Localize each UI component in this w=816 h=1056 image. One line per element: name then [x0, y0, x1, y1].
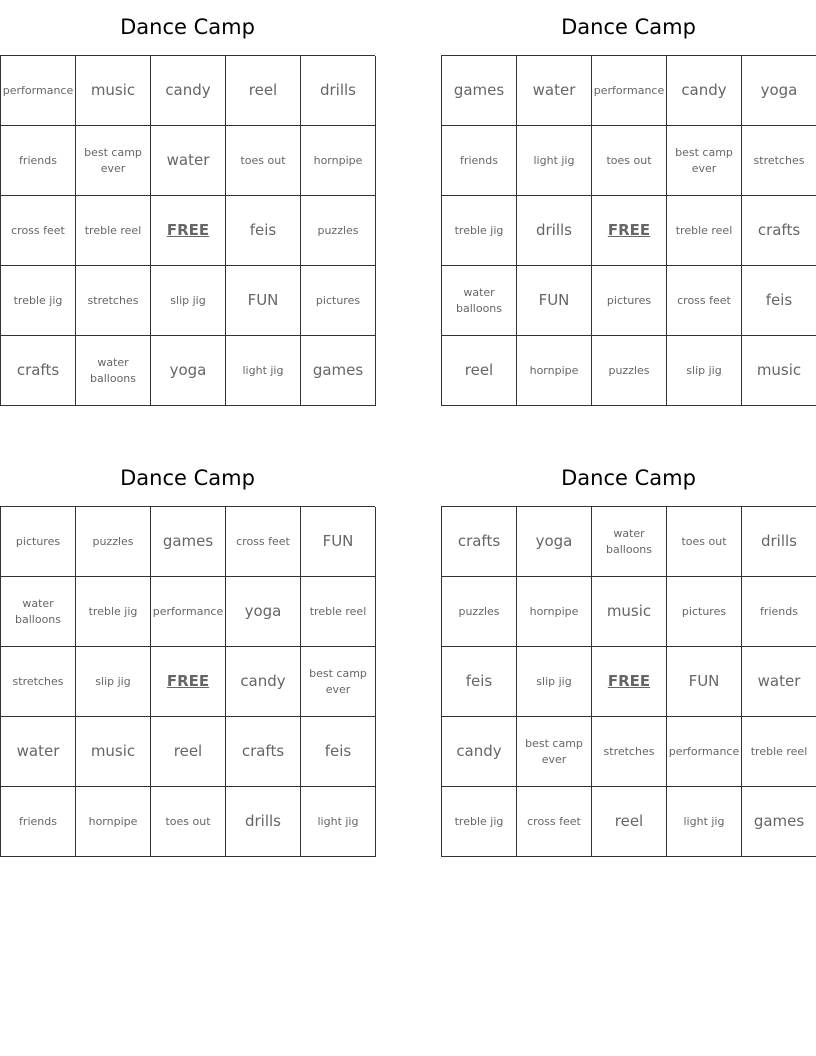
bingo-cell: cross feet: [667, 266, 742, 336]
bingo-cell: games: [301, 336, 376, 406]
bingo-cell: slip jig: [76, 647, 151, 717]
bingo-cell: toes out: [592, 126, 667, 196]
bingo-cell: water: [517, 56, 592, 126]
bingo-cell: performance: [151, 577, 226, 647]
bingo-cell: feis: [226, 196, 301, 266]
bingo-cell: drills: [301, 56, 376, 126]
bingo-cell: cross feet: [226, 507, 301, 577]
bingo-cell: FUN: [517, 266, 592, 336]
bingo-card-1: [0, 0, 375, 406]
bingo-cell: yoga: [517, 507, 592, 577]
bingo-grid: [0, 55, 375, 406]
bingo-grid: [0, 506, 375, 857]
bingo-cell: pictures: [667, 577, 742, 647]
bingo-cell: FUN: [301, 507, 376, 577]
bingo-cell: slip jig: [151, 266, 226, 336]
bingo-cell: puzzles: [442, 577, 517, 647]
card-title: Dance Camp: [120, 466, 255, 490]
bingo-cell: treble reel: [301, 577, 376, 647]
bingo-cell: water balloons: [592, 507, 667, 577]
bingo-cell: drills: [226, 787, 301, 857]
bingo-cell: cross feet: [517, 787, 592, 857]
free-space: FREE: [151, 647, 226, 717]
bingo-cell: hornpipe: [517, 336, 592, 406]
bingo-cell: friends: [442, 126, 517, 196]
bingo-cell: yoga: [742, 56, 816, 126]
bingo-cell: friends: [1, 787, 76, 857]
bingo-card-4: [441, 451, 816, 857]
bingo-cell: treble jig: [442, 196, 517, 266]
bingo-cell: treble jig: [1, 266, 76, 336]
bingo-cell: music: [592, 577, 667, 647]
free-space: FREE: [592, 196, 667, 266]
bingo-cell: water: [742, 647, 816, 717]
bingo-cell: treble reel: [742, 717, 816, 787]
bingo-cell: cross feet: [1, 196, 76, 266]
bingo-cell: candy: [226, 647, 301, 717]
bingo-cell: crafts: [226, 717, 301, 787]
bingo-cell: friends: [1, 126, 76, 196]
bingo-cell: water: [151, 126, 226, 196]
bingo-cell: reel: [226, 56, 301, 126]
bingo-cell: yoga: [151, 336, 226, 406]
card-title: Dance Camp: [561, 466, 696, 490]
bingo-cell: performance: [592, 56, 667, 126]
bingo-cell: toes out: [667, 507, 742, 577]
bingo-cell: crafts: [442, 507, 517, 577]
bingo-cell: music: [76, 56, 151, 126]
bingo-cell: feis: [442, 647, 517, 717]
bingo-cell: performance: [667, 717, 742, 787]
bingo-cell: treble jig: [76, 577, 151, 647]
bingo-card-3: [0, 451, 375, 857]
bingo-cell: drills: [742, 507, 816, 577]
bingo-cell: yoga: [226, 577, 301, 647]
bingo-card-2: [441, 0, 816, 406]
bingo-cell: light jig: [226, 336, 301, 406]
bingo-cell: crafts: [1, 336, 76, 406]
bingo-cell: pictures: [1, 507, 76, 577]
bingo-cell: light jig: [301, 787, 376, 857]
bingo-cell: crafts: [742, 196, 816, 266]
bingo-cell: games: [742, 787, 816, 857]
bingo-cell: performance: [1, 56, 76, 126]
bingo-cell: games: [442, 56, 517, 126]
bingo-cell: friends: [742, 577, 816, 647]
bingo-cell: candy: [667, 56, 742, 126]
bingo-cell: puzzles: [592, 336, 667, 406]
bingo-cell: hornpipe: [517, 577, 592, 647]
bingo-cell: toes out: [226, 126, 301, 196]
bingo-cell: water balloons: [1, 577, 76, 647]
bingo-cell: water: [1, 717, 76, 787]
bingo-cell: pictures: [301, 266, 376, 336]
bingo-cell: slip jig: [667, 336, 742, 406]
card-title: Dance Camp: [561, 15, 696, 39]
card-title: Dance Camp: [120, 15, 255, 39]
bingo-cell: light jig: [517, 126, 592, 196]
bingo-cell: slip jig: [517, 647, 592, 717]
bingo-cell: stretches: [76, 266, 151, 336]
bingo-cell: treble reel: [76, 196, 151, 266]
bingo-grid: [441, 506, 816, 857]
bingo-cell: candy: [151, 56, 226, 126]
bingo-cell: stretches: [592, 717, 667, 787]
bingo-cell: feis: [742, 266, 816, 336]
bingo-cell: hornpipe: [301, 126, 376, 196]
bingo-cell: FUN: [226, 266, 301, 336]
bingo-cell: candy: [442, 717, 517, 787]
free-space: FREE: [592, 647, 667, 717]
bingo-cell: treble jig: [442, 787, 517, 857]
bingo-cell: best camp ever: [517, 717, 592, 787]
bingo-cell: best camp ever: [667, 126, 742, 196]
bingo-cell: drills: [517, 196, 592, 266]
bingo-cell: feis: [301, 717, 376, 787]
bingo-cell: light jig: [667, 787, 742, 857]
bingo-cell: pictures: [592, 266, 667, 336]
bingo-grid: [441, 55, 816, 406]
bingo-cell: hornpipe: [76, 787, 151, 857]
bingo-cell: music: [76, 717, 151, 787]
free-space: FREE: [151, 196, 226, 266]
bingo-cell: FUN: [667, 647, 742, 717]
bingo-cell: toes out: [151, 787, 226, 857]
bingo-cell: reel: [592, 787, 667, 857]
bingo-cell: treble reel: [667, 196, 742, 266]
bingo-cell: games: [151, 507, 226, 577]
bingo-cell: best camp ever: [76, 126, 151, 196]
bingo-cell: water balloons: [76, 336, 151, 406]
bingo-cell: water balloons: [442, 266, 517, 336]
bingo-cell: reel: [151, 717, 226, 787]
bingo-cell: puzzles: [301, 196, 376, 266]
bingo-cell: best camp ever: [301, 647, 376, 717]
bingo-cell: stretches: [1, 647, 76, 717]
bingo-cell: puzzles: [76, 507, 151, 577]
bingo-cell: music: [742, 336, 816, 406]
bingo-cell: stretches: [742, 126, 816, 196]
bingo-cell: reel: [442, 336, 517, 406]
